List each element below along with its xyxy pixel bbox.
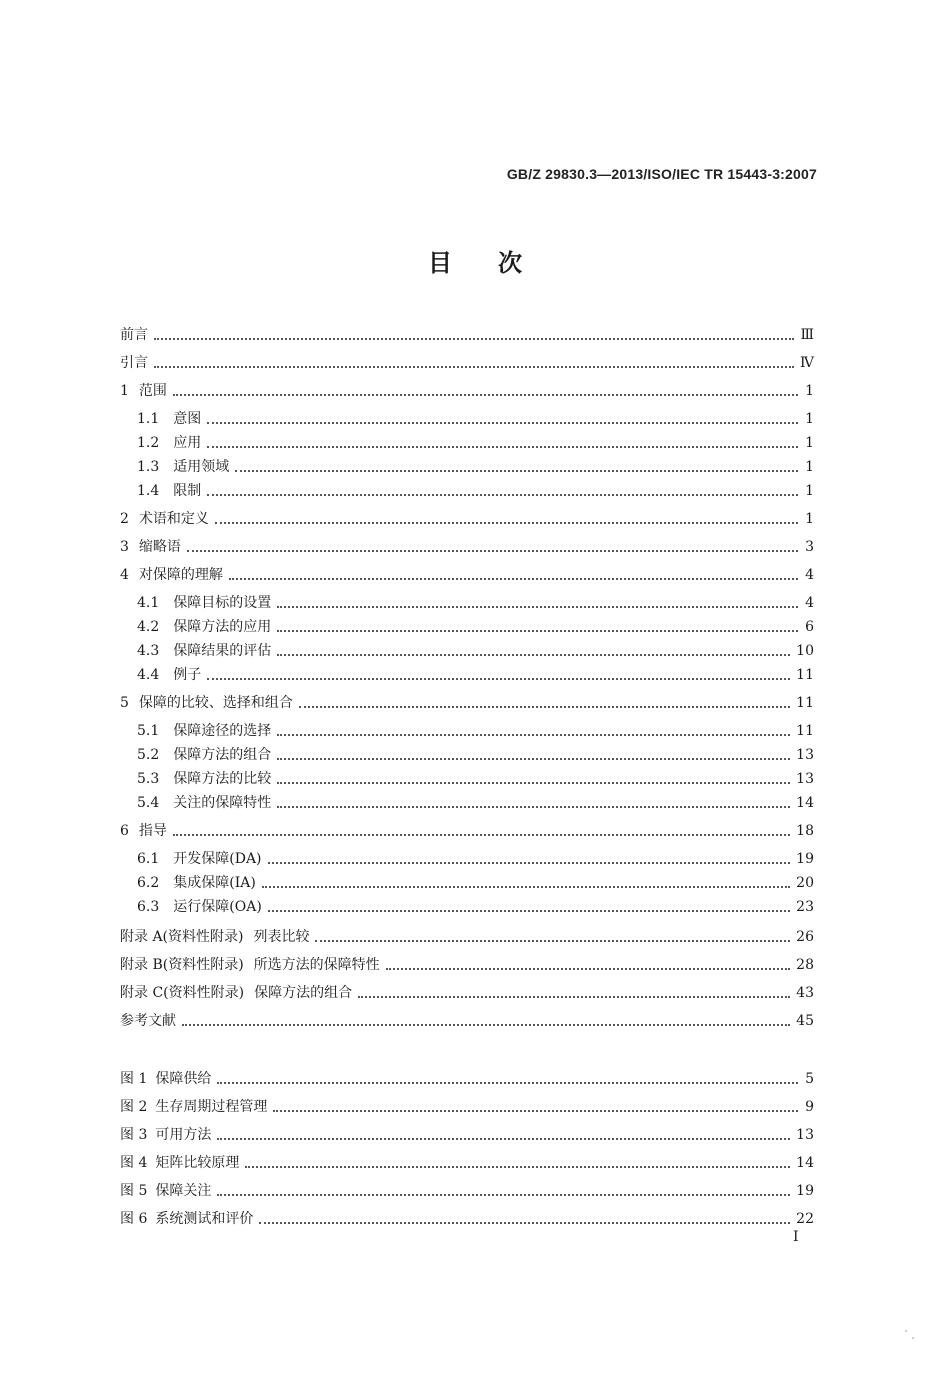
toc-entry-page: 11 [796, 695, 814, 711]
dot-leader [207, 422, 798, 424]
toc-entry-number: 图 4 [120, 1155, 148, 1171]
toc-entry-title: 矩阵比较原理 [155, 1155, 240, 1171]
toc-entry-number: 附录 A(资料性附录) [120, 929, 244, 945]
toc-entry-title: 运行保障(OA) [173, 899, 262, 915]
figure-list-entry[interactable] [120, 1096, 814, 1116]
toc-entry-title: 保障供给 [155, 1071, 212, 1087]
toc-entry-page: 22 [796, 1211, 814, 1227]
toc-entry-page: 14 [796, 1155, 814, 1171]
toc-entry-title: 保障方法的组合 [254, 985, 353, 1001]
dot-leader [315, 940, 790, 942]
toc-entry[interactable] [120, 820, 814, 840]
toc-entry[interactable] [137, 456, 814, 476]
dot-leader [259, 1222, 790, 1224]
dot-leader [277, 782, 790, 784]
toc-entry-title: 意图 [173, 411, 202, 427]
dot-leader [268, 862, 791, 864]
toc-entry[interactable] [137, 848, 814, 868]
toc-entry-title: 保障途径的选择 [173, 723, 272, 739]
toc-entry-number: 图 5 [120, 1183, 148, 1199]
toc-entry-number: 2 [120, 511, 129, 527]
toc-entry-page: 5 [805, 1071, 814, 1087]
dot-leader [217, 1082, 798, 1084]
toc-entry[interactable] [137, 616, 814, 636]
toc-entry[interactable] [120, 954, 814, 974]
toc-entry-page: 18 [796, 823, 814, 839]
toc-entry-number: 5.3 [137, 771, 160, 787]
toc-entry-number: 4.1 [137, 595, 160, 611]
toc-entry-page: 11 [796, 667, 814, 683]
toc-entry-number: 4.4 [137, 667, 160, 683]
toc-entry[interactable] [120, 564, 814, 584]
dot-leader [217, 1194, 790, 1196]
toc-entry[interactable] [137, 872, 814, 892]
toc-entry-page: 1 [805, 383, 814, 399]
dot-leader [277, 806, 790, 808]
dot-leader [207, 446, 798, 448]
dot-leader [182, 1024, 790, 1026]
dot-leader [235, 470, 798, 472]
dot-leader [299, 706, 790, 708]
page-number: I [793, 1229, 799, 1245]
toc-entry-page: 14 [796, 795, 814, 811]
toc-entry-page: 13 [796, 771, 814, 787]
toc-entry-number: 5.2 [137, 747, 160, 763]
toc-entry-page: 1 [805, 435, 814, 451]
toc-entry-title: 可用方法 [155, 1127, 212, 1143]
figure-list-entry[interactable] [120, 1208, 814, 1228]
toc-entry-title: 指导 [138, 823, 167, 839]
toc-entry-title: 列表比较 [253, 929, 310, 945]
scan-speck [912, 1337, 914, 1339]
toc-entry-title: 生存周期过程管理 [155, 1099, 268, 1115]
dot-leader [229, 578, 798, 580]
toc-entry-page: 1 [805, 511, 814, 527]
toc-entry-title: 引言 [120, 355, 148, 371]
toc-entry-number: 1 [120, 383, 129, 399]
toc-entry-number: 3 [120, 539, 129, 555]
dot-leader [173, 834, 790, 836]
toc-entry-title: 保障方法的应用 [173, 619, 272, 635]
figure-list-entry[interactable] [120, 1068, 814, 1088]
toc-entry-title: 保障的比较、选择和组合 [138, 695, 293, 711]
toc-entry-title: 术语和定义 [138, 511, 209, 527]
toc-entry-number: 6.2 [137, 875, 160, 891]
dot-leader [262, 886, 790, 888]
toc-entry-title: 限制 [173, 483, 202, 499]
toc-entry-number: 6.1 [137, 851, 160, 867]
toc-entry[interactable] [137, 480, 814, 500]
toc-entry-title: 所选方法的保障特性 [253, 957, 380, 973]
toc-entry[interactable] [120, 380, 814, 400]
toc-entry-number: 图 6 [120, 1211, 148, 1227]
toc-entry-page: 45 [796, 1013, 814, 1029]
toc-entry-title: 集成保障(IA) [173, 875, 256, 891]
toc-entry-number: 图 2 [120, 1099, 148, 1115]
toc-entry[interactable] [120, 324, 814, 344]
toc-entry-page: Ⅲ [800, 327, 814, 343]
dot-leader [154, 338, 794, 340]
dot-leader [358, 996, 790, 998]
toc-entry-number: 附录 C(资料性附录) [120, 985, 245, 1001]
dot-leader [154, 366, 794, 368]
toc-entry-title: 保障方法的比较 [173, 771, 272, 787]
toc-entry-number: 图 3 [120, 1127, 148, 1143]
dot-leader [277, 734, 790, 736]
toc-entry-title: 系统测试和评价 [155, 1211, 254, 1227]
toc-entry[interactable] [137, 432, 814, 452]
toc-entry-number: 6.3 [137, 899, 160, 915]
toc-entry-title: 关注的保障特性 [173, 795, 272, 811]
toc-entry-page: 13 [796, 1127, 814, 1143]
toc-entry-number: 附录 B(资料性附录) [120, 957, 244, 973]
toc-entry[interactable] [137, 792, 814, 812]
toc-entry-page: 9 [805, 1099, 814, 1115]
toc-entry-title: 适用领域 [173, 459, 230, 475]
toc-entry-title: 范围 [138, 383, 167, 399]
dot-leader [245, 1166, 790, 1168]
dot-leader [207, 494, 798, 496]
toc-entry-page: 3 [805, 539, 814, 555]
figure-list-entry[interactable] [120, 1152, 814, 1172]
toc-entry-number: 1.3 [137, 459, 160, 475]
dot-leader [277, 606, 798, 608]
toc-entry-number: 6 [120, 823, 129, 839]
toc-entry-title: 保障目标的设置 [173, 595, 272, 611]
figure-list-entry[interactable] [120, 1180, 814, 1200]
toc-entry-number: 5.4 [137, 795, 160, 811]
page-title: 目次 [428, 248, 568, 277]
dot-leader [386, 968, 791, 970]
toc-entry[interactable] [137, 592, 814, 612]
toc-entry-title: 例子 [173, 667, 202, 683]
toc-entry[interactable] [120, 692, 814, 712]
toc-entry-page: 13 [796, 747, 814, 763]
toc-entry[interactable] [120, 352, 814, 372]
dot-leader [277, 630, 798, 632]
toc-entry-page: 19 [796, 851, 814, 867]
toc-entry-number: 1.4 [137, 483, 160, 499]
toc-entry-page: 1 [805, 411, 814, 427]
toc-entry[interactable] [137, 640, 814, 660]
toc-entry[interactable] [120, 926, 814, 946]
toc-entry[interactable] [120, 982, 814, 1002]
dot-leader [277, 654, 790, 656]
toc-entry-page: 19 [796, 1183, 814, 1199]
toc-entry-page: 43 [796, 985, 814, 1001]
toc-entry-number: 4.2 [137, 619, 160, 635]
toc-entry[interactable] [120, 508, 814, 528]
toc-entry-page: 1 [805, 459, 814, 475]
standard-code-header: GB/Z 29830.3—2013/ISO/IEC TR 15443-3:2007 [506, 166, 817, 182]
toc-entry-title: 保障方法的组合 [173, 747, 272, 763]
toc-entry-title: 前言 [120, 327, 148, 343]
toc-entry-page: 26 [796, 929, 814, 945]
toc-entry-title: 参考文献 [120, 1013, 176, 1029]
toc-entry-title: 开发保障(DA) [173, 851, 262, 867]
toc-entry-page: Ⅳ [800, 355, 814, 371]
dot-leader [215, 522, 798, 524]
toc-entry-page: 11 [796, 723, 814, 739]
toc-entry[interactable] [137, 664, 814, 684]
dot-leader [187, 550, 798, 552]
toc-entry-title: 缩略语 [138, 539, 181, 555]
toc-entry-title: 保障结果的评估 [173, 643, 272, 659]
toc-entry-number: 4.3 [137, 643, 160, 659]
toc-entry-number: 4 [120, 567, 129, 583]
dot-leader [268, 910, 790, 912]
toc-entry-number: 1.2 [137, 435, 160, 451]
toc-entry-number: 1.1 [137, 411, 160, 427]
toc-entry-page: 28 [796, 957, 814, 973]
toc-entry[interactable] [120, 536, 814, 556]
toc-entry-page: 20 [796, 875, 814, 891]
toc-entry-page: 1 [805, 483, 814, 499]
toc-entry-number: 图 1 [120, 1071, 148, 1087]
dot-leader [273, 1110, 798, 1112]
toc-entry-page: 6 [805, 619, 814, 635]
toc-entry-page: 4 [805, 595, 814, 611]
toc-entry[interactable] [137, 720, 814, 740]
toc-entry-page: 10 [796, 643, 814, 659]
toc-entry-title: 保障关注 [155, 1183, 212, 1199]
toc-entry-number: 5.1 [137, 723, 160, 739]
scan-speck [905, 1330, 907, 1332]
toc-entry-page: 23 [796, 899, 814, 915]
dot-leader [277, 758, 790, 760]
toc-entry-title: 对保障的理解 [138, 567, 223, 583]
dot-leader [217, 1138, 790, 1140]
toc-entry-number: 5 [120, 695, 129, 711]
dot-leader [173, 394, 798, 396]
toc-entry[interactable] [137, 744, 814, 764]
toc-entry-page: 4 [805, 567, 814, 583]
toc-entry-title: 应用 [173, 435, 202, 451]
toc-entry[interactable] [120, 1010, 814, 1030]
toc-entry[interactable] [137, 768, 814, 788]
dot-leader [207, 678, 790, 680]
figure-list-entry[interactable] [120, 1124, 814, 1144]
toc-entry[interactable] [137, 896, 814, 916]
toc-entry[interactable] [137, 408, 814, 428]
